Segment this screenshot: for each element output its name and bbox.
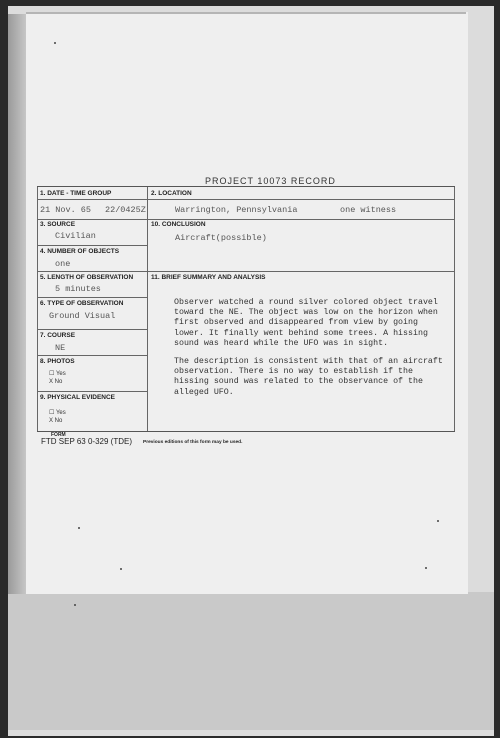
form-column-divider bbox=[147, 187, 148, 431]
photos-label: 8. PHOTOS bbox=[40, 358, 75, 365]
form-row-rule bbox=[37, 329, 147, 330]
photos-yes-checkbox: ☐ Yes bbox=[49, 371, 66, 377]
source-label: 3. SOURCE bbox=[40, 221, 76, 228]
form-right-border bbox=[454, 187, 455, 431]
page-top-edge bbox=[26, 12, 466, 14]
physical-evidence-yes-checkbox: ☐ Yes bbox=[49, 410, 66, 416]
summary-label: 11. BRIEF SUMMARY AND ANALYSIS bbox=[151, 274, 266, 281]
form-row-rule bbox=[37, 391, 147, 392]
length-of-observation-label: 5. LENGTH OF OBSERVATION bbox=[40, 274, 134, 281]
scan-speck bbox=[74, 604, 76, 606]
scan-speck bbox=[425, 567, 427, 569]
witness-value: one witness bbox=[340, 205, 397, 215]
location-label: 2. LOCATION bbox=[151, 190, 192, 197]
project-record-title: PROJECT 10073 RECORD bbox=[205, 176, 336, 186]
form-left-border bbox=[37, 187, 38, 431]
conclusion-value: Aircraft(possible) bbox=[175, 233, 267, 243]
scan-speck bbox=[54, 42, 56, 44]
form-row-rule bbox=[37, 219, 455, 220]
form-header-rule bbox=[37, 199, 455, 200]
date-time-label: 1. DATE - TIME GROUP bbox=[40, 190, 112, 197]
number-of-objects-value: one bbox=[55, 259, 71, 269]
scan-speck bbox=[437, 520, 439, 522]
source-value: Civilian bbox=[55, 231, 96, 241]
scan-bottom-band bbox=[8, 592, 494, 730]
course-label: 7. COURSE bbox=[40, 332, 76, 339]
summary-paragraph-2: The description is consistent with that of an aircraft observation. There is no way to establish if the hissing sound was related to the observance of the alleged UFO. bbox=[174, 357, 443, 397]
summary-paragraph-1: Observer watched a round silver colored object travel toward the NE. The object was low on the horizon when first observed and disappeared from view by going lower. It finally went behind some trees. A hissing sound was heard while the UFO was in sight. bbox=[174, 298, 438, 348]
scan-speck bbox=[78, 527, 80, 529]
location-value: Warrington, Pennsylvania bbox=[175, 205, 298, 215]
physical-evidence-no-checkbox: X No bbox=[49, 418, 63, 424]
form-id: FTD SEP 63 0-329 (TDE) bbox=[41, 437, 132, 446]
form-row-rule bbox=[37, 245, 147, 246]
physical-evidence-label: 9. PHYSICAL EVIDENCE bbox=[40, 394, 116, 401]
previous-editions-note: Previous editions of this form may be used. bbox=[143, 440, 243, 445]
date-value: 21 Nov. 65 bbox=[40, 205, 92, 215]
form-row-rule bbox=[37, 271, 455, 272]
photos-no-checkbox: X No bbox=[49, 379, 63, 385]
type-of-observation-label: 6. TYPE OF OBSERVATION bbox=[40, 300, 124, 307]
form-row-rule bbox=[37, 297, 147, 298]
type-of-observation-value: Ground Visual bbox=[49, 311, 116, 321]
course-value: NE bbox=[55, 343, 66, 353]
time-value: 22/0425Z bbox=[105, 205, 146, 215]
form-row-rule bbox=[37, 355, 147, 356]
number-of-objects-label: 4. NUMBER OF OBJECTS bbox=[40, 248, 120, 255]
form-word: FORM bbox=[51, 432, 66, 438]
summary-text bbox=[174, 298, 452, 406]
scan-speck bbox=[120, 568, 122, 570]
conclusion-label: 10. CONCLUSION bbox=[151, 221, 206, 228]
length-of-observation-value: 5 minutes bbox=[55, 284, 101, 294]
